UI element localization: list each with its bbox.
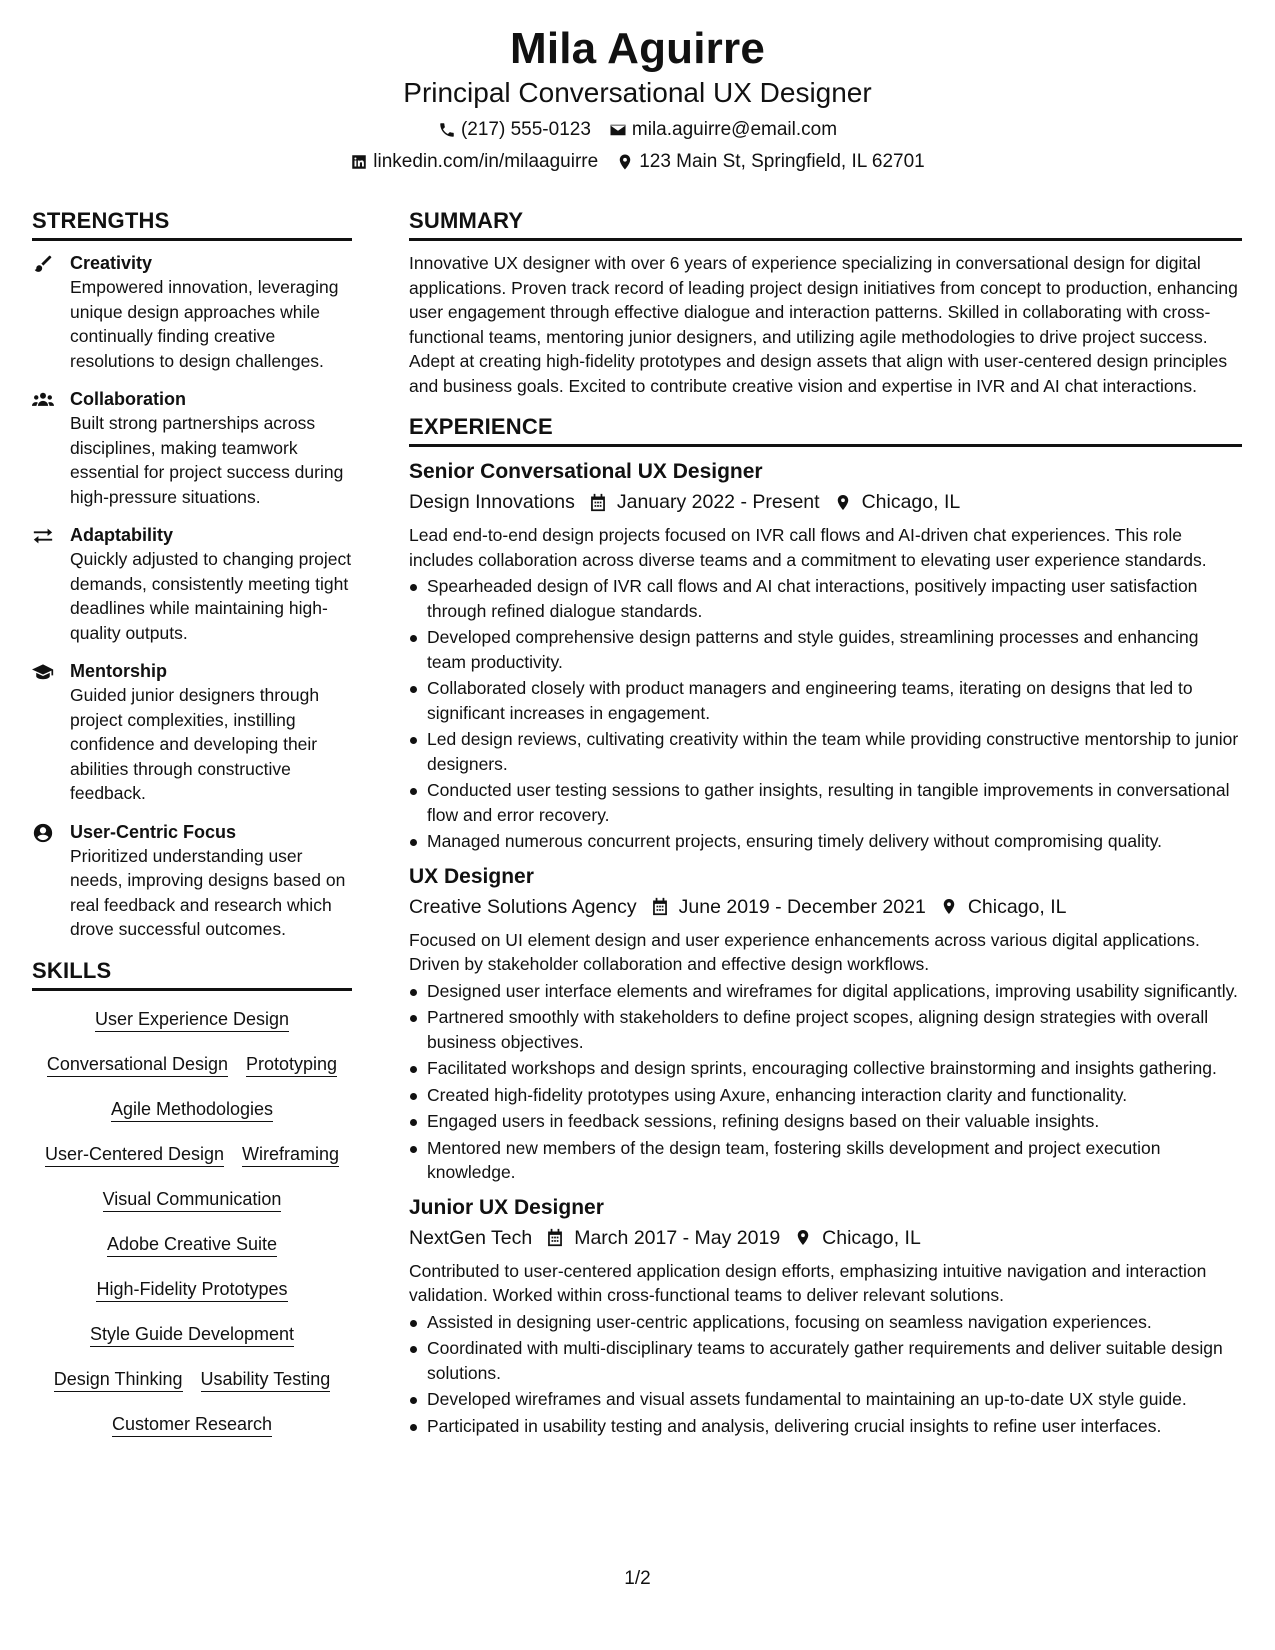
bullet-item: Assisted in designing user-centric applications, focusing on seamless navigation experiences.: [409, 1310, 1242, 1335]
bullet-item: Developed comprehensive design patterns and style guides, streamlining processes and enhancing team productivity.: [409, 625, 1242, 674]
bullet-item: Managed numerous concurrent projects, ensuring timely delivery without compromising quality.: [409, 829, 1242, 854]
map-pin-icon: [616, 153, 634, 171]
right-column: [409, 206, 1242, 1446]
skill-tag: Agile Methodologies: [111, 1097, 273, 1122]
left-column: [32, 206, 352, 1437]
envelope-icon: [609, 121, 627, 139]
bullet-item: Created high-fidelity prototypes using Axure, enhancing interaction clarity and functionality.: [409, 1083, 1242, 1108]
job-entry: [409, 457, 1242, 854]
strength-name: Adaptability: [70, 525, 174, 545]
arrows-exchange-icon: [32, 526, 54, 546]
calendar-icon: [546, 1228, 564, 1247]
job-meta: [409, 1223, 1242, 1253]
skill-tag: Adobe Creative Suite: [107, 1232, 277, 1257]
skill-tag: Design Thinking: [54, 1367, 183, 1392]
job-dates: March 2017 - May 2019: [574, 1226, 781, 1249]
strength-name: Collaboration: [70, 389, 186, 409]
skill-tag: Visual Communication: [103, 1187, 282, 1212]
job-meta: [409, 487, 1242, 517]
strength-desc: Empowered innovation, leveraging unique design approaches while continually finding creative resolutions to design challenges.: [70, 277, 339, 371]
summary-text: Innovative UX designer with over 6 years of experience specializing in conversational design for digital applications. Proven track record of leading project design initiatives from concept to production, enhancing user engagement through effective dialogue and interaction patterns. Skilled in collaborating with cross-functional teams, mentoring junior designers, and utilizing agile methodologies to drive project success. Adept at creating high-fidelity prototypes and design assets that align with user-centered design principles and business goals. Excited to contribute creative vision and expertise in IVR and AI chat interactions.: [409, 253, 1238, 396]
skills-list: [32, 1001, 352, 1437]
email-text[interactable]: mila.aguirre@email.com: [631, 119, 838, 140]
job-title: Senior Conversational UX Designer: [409, 460, 763, 483]
bullet-item: Participated in usability testing and analysis, delivering crucial insights to refine user interfaces.: [409, 1414, 1242, 1439]
job-meta: [409, 892, 1242, 922]
strength-name: User-Centric Focus: [70, 821, 237, 842]
job-dates: June 2019 - December 2021: [678, 895, 926, 918]
bullet-item: Collaborated closely with product managers and engineering teams, iterating on designs that led to significant increases in engagement.: [409, 676, 1242, 725]
bullet-item: Spearheaded design of IVR call flows and AI chat interactions, positively impacting user satisfaction through refined dialogue standards.: [409, 574, 1242, 623]
job-location: Chicago, IL: [822, 1226, 921, 1249]
strength-item: [32, 659, 352, 806]
user-circle-icon: [32, 823, 54, 843]
skill-tag: Wireframing: [242, 1142, 339, 1167]
users-icon: [32, 390, 54, 410]
experience-heading: EXPERIENCE: [409, 412, 1242, 447]
linkedin-contact[interactable]: [350, 148, 598, 176]
job-description: Focused on UI element design and user experience enhancements across various digital applications. Driven by stakeholder collaboration and effective design workflows.: [409, 929, 1200, 974]
map-pin-icon: [794, 1228, 812, 1247]
email-contact[interactable]: [609, 116, 837, 144]
job-location: Chicago, IL: [967, 895, 1067, 918]
bullet-item: Developed wireframes and visual assets fundamental to maintaining an up-to-date UX style guide.: [409, 1387, 1242, 1412]
strengths-heading: STRENGTHS: [32, 206, 352, 241]
job-bullets: [409, 1310, 1242, 1439]
job-entry: [409, 1193, 1242, 1439]
strength-desc: Quickly adjusted to changing project demands, consistently meeting tight deadlines while maintaining high-quality outputs.: [70, 549, 352, 643]
job-description: Lead end-to-end design projects focused on IVR call flows and AI-driven chat experiences. This role includes collaboration across diverse teams and a commitment to elevating user experience standards.: [409, 525, 1207, 570]
skill-tag: Style Guide Development: [90, 1322, 294, 1347]
skills-heading: SKILLS: [32, 956, 352, 991]
calendar-icon: [651, 897, 669, 916]
job-dates: January 2022 - Present: [616, 491, 820, 513]
company-name: NextGen Tech: [409, 1226, 533, 1249]
company-name: Creative Solutions Agency: [409, 895, 637, 918]
bullet-item: Conducted user testing sessions to gather insights, resulting in tangible improvements in conversational flow and error recovery.: [409, 778, 1242, 827]
contact-row-1: [0, 116, 1275, 144]
linkedin-icon: [350, 153, 368, 171]
skill-tag: Usability Testing: [201, 1367, 331, 1392]
address-text: 123 Main St, Springfield, IL 62701: [639, 151, 925, 172]
strength-item: [32, 820, 352, 942]
bullet-item: Mentored new members of the design team, fostering skills development and project execution knowledge.: [409, 1136, 1242, 1185]
bullet-item: Engaged users in feedback sessions, refining designs based on their valuable insights.: [409, 1109, 1242, 1134]
strength-item: [32, 387, 352, 509]
skill-tag: Prototyping: [246, 1052, 337, 1077]
bullet-item: Partnered smoothly with stakeholders to define project scopes, aligning design strategies with overall business objectives.: [409, 1005, 1242, 1054]
paintbrush-icon: [32, 254, 54, 274]
job-description: Contributed to user-centered application design efforts, emphasizing intuitive navigation and interaction validation. Worked within cross-functional teams to deliver relevant solutions.: [409, 1260, 1207, 1305]
phone-icon: [438, 121, 456, 139]
company-name: Design Innovations: [409, 491, 575, 513]
skill-tag: User Experience Design: [95, 1007, 289, 1032]
skill-tag: High-Fidelity Prototypes: [96, 1277, 287, 1302]
skill-tag: Customer Research: [112, 1412, 272, 1437]
map-pin-icon: [834, 493, 852, 512]
job-bullets: [409, 979, 1242, 1185]
strength-desc: Built strong partnerships across disciplines, making teamwork essential for project success during high-pressure situations.: [70, 413, 344, 507]
map-pin-icon: [940, 897, 958, 916]
contact-row-2: [0, 148, 1275, 176]
resume-header: [0, 0, 1275, 176]
skill-tag: Conversational Design: [47, 1052, 228, 1077]
bullet-item: Led design reviews, cultivating creativity within the team while providing constructive mentorship to junior designers.: [409, 727, 1242, 776]
strength-item: [32, 523, 352, 645]
bullet-item: Designed user interface elements and wireframes for digital applications, improving usability significantly.: [409, 979, 1242, 1004]
phone-text: (217) 555-0123: [460, 119, 591, 140]
job-entry: [409, 862, 1242, 1185]
skill-tag: User-Centered Design: [45, 1142, 224, 1167]
calendar-icon: [589, 493, 607, 512]
strength-item: [32, 251, 352, 373]
linkedin-text[interactable]: linkedin.com/in/milaaguirre: [373, 151, 599, 172]
summary-heading: SUMMARY: [409, 206, 1242, 241]
job-bullets: [409, 574, 1242, 854]
strength-name: Mentorship: [70, 661, 167, 681]
page-number: 1/2: [624, 1568, 651, 1589]
job-title: Junior UX Designer: [409, 1195, 604, 1219]
job-title: UX Designer: [409, 864, 534, 888]
phone-contact: [438, 116, 591, 144]
job-location: Chicago, IL: [861, 491, 961, 513]
candidate-title: Principal Conversational UX Designer: [403, 77, 872, 108]
address-contact: [616, 148, 925, 176]
strength-desc: Guided junior designers through project complexities, instilling confidence and developing their abilities through constructive feedback.: [70, 685, 320, 803]
strength-desc: Prioritized understanding user needs, improving designs based on real feedback and research which drove successful outcomes.: [70, 845, 346, 939]
strength-name: Creativity: [70, 253, 153, 273]
graduation-cap-icon: [32, 662, 54, 682]
bullet-item: Coordinated with multi-disciplinary teams to accurately gather requirements and deliver suitable design solutions.: [409, 1336, 1242, 1385]
bullet-item: Facilitated workshops and design sprints, encouraging collective brainstorming and insights gathering.: [409, 1056, 1242, 1081]
candidate-name: Mila Aguirre: [509, 24, 766, 73]
